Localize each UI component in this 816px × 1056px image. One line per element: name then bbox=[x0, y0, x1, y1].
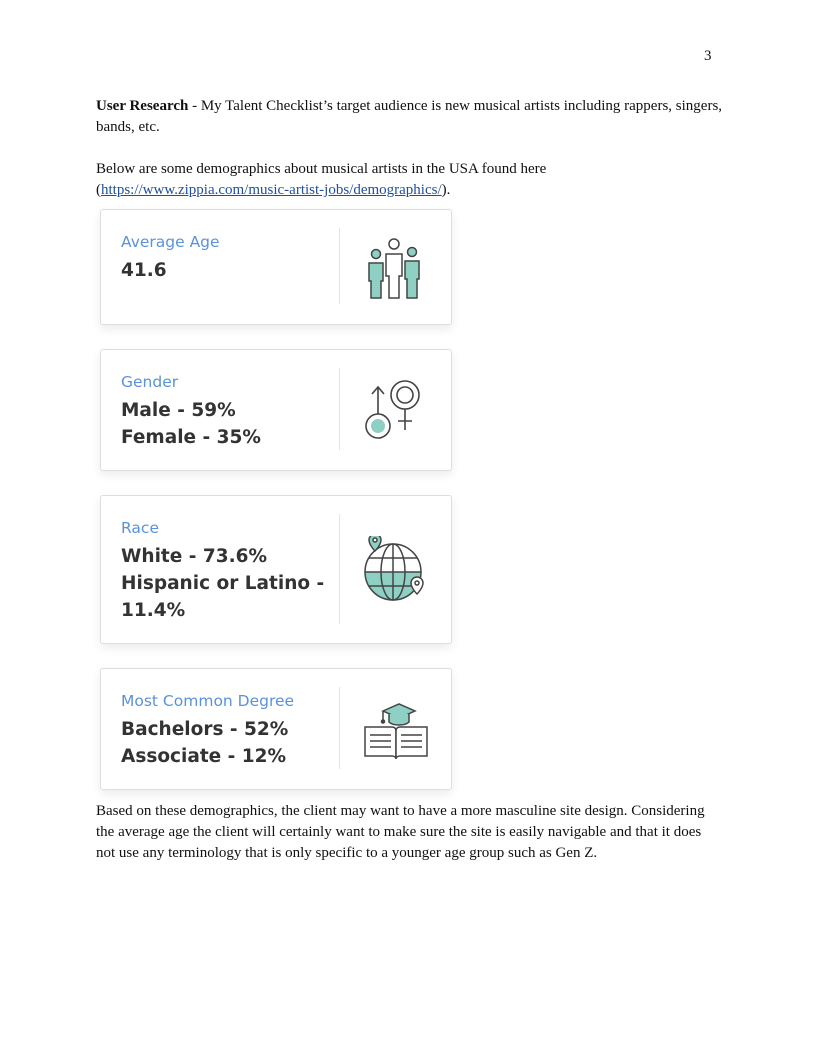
card-value-line: 41.6 bbox=[121, 260, 167, 281]
card-label: Race bbox=[121, 519, 159, 537]
card-value-line: White - 73.6% bbox=[121, 546, 268, 567]
source-open-paren: ( bbox=[96, 182, 101, 198]
source-close: ). bbox=[441, 182, 451, 198]
card-value-line: Female - 35% bbox=[121, 427, 261, 448]
card-race bbox=[100, 495, 452, 644]
graduation-icon bbox=[359, 695, 429, 765]
page-number: 3 bbox=[704, 48, 712, 64]
card-label: Gender bbox=[121, 373, 179, 391]
card-value bbox=[121, 397, 326, 451]
conclusion-paragraph: Based on these demographics, the client may want to have a more masculine site design. Considering the average age the client will certainly want to make sure the site is easily navigable and that it does not use any terminology that is only specific to a younger age group such as Gen Z. bbox=[96, 803, 705, 861]
card-value bbox=[121, 543, 326, 624]
source-text: Below are some demographics about musical artists in the USA found here bbox=[96, 161, 547, 177]
card-gender bbox=[100, 349, 452, 471]
card-divider bbox=[339, 514, 340, 624]
card-value-line: Associate - 12% bbox=[121, 746, 287, 767]
card-value-line: Bachelors - 52% bbox=[121, 719, 289, 740]
card-degree bbox=[100, 668, 452, 790]
intro-heading: User Research bbox=[96, 98, 189, 114]
card-label: Average Age bbox=[121, 233, 220, 251]
card-value bbox=[121, 257, 326, 284]
intro-text: - My Talent Checklist’s target audience is new musical artists including rappers, singers, bands, etc. bbox=[96, 98, 723, 135]
card-average-age bbox=[100, 209, 452, 325]
intro-paragraph bbox=[96, 96, 726, 138]
card-value-line: Hispanic or Latino - 11.4% bbox=[121, 573, 325, 621]
card-value-line: Male - 59% bbox=[121, 400, 236, 421]
card-divider bbox=[339, 687, 340, 769]
people-icon bbox=[359, 232, 429, 302]
card-divider bbox=[339, 228, 340, 304]
globe-icon bbox=[359, 536, 429, 606]
card-label: Most Common Degree bbox=[121, 692, 295, 710]
source-paragraph bbox=[96, 159, 616, 201]
card-value bbox=[121, 716, 326, 770]
gender-icon bbox=[359, 376, 429, 446]
card-divider bbox=[339, 368, 340, 450]
source-link[interactable]: https://www.zippia.com/music-artist-jobs/demographics/ bbox=[101, 182, 442, 198]
